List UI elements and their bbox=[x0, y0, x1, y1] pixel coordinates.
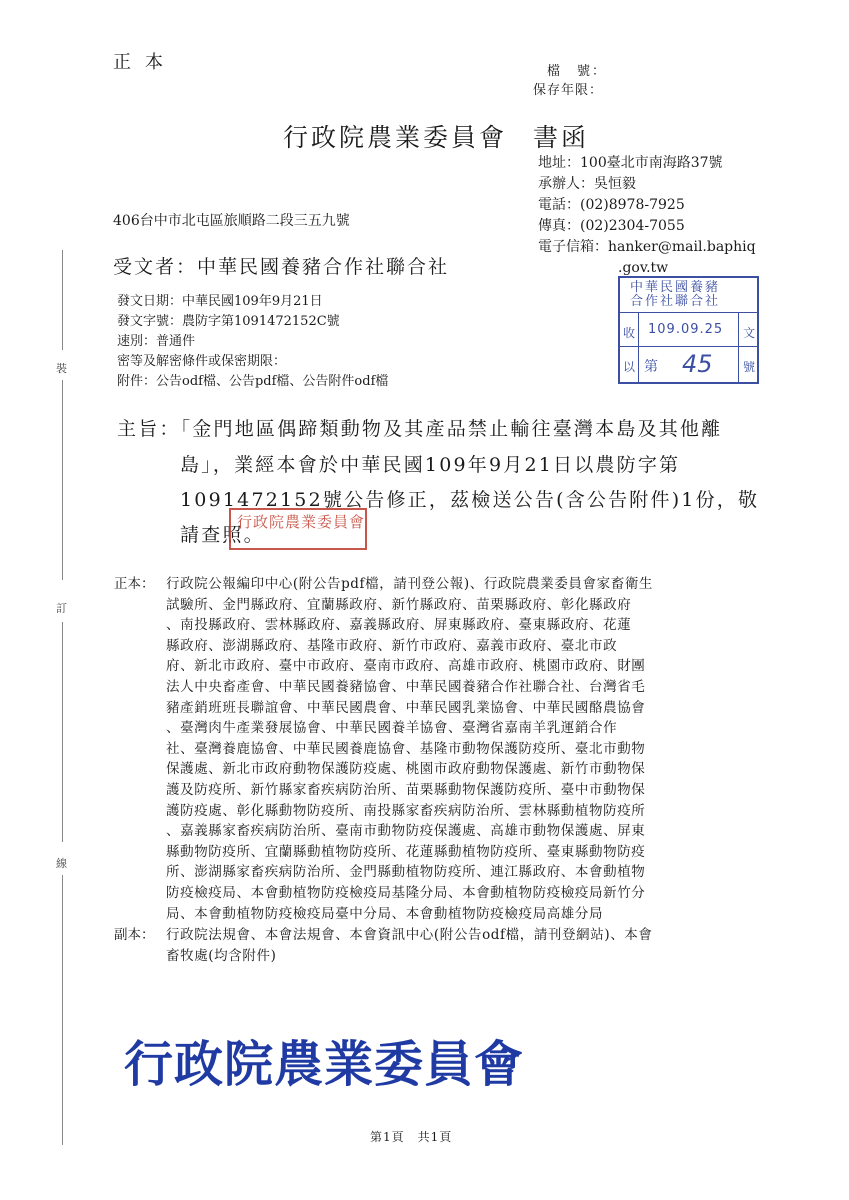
agency-stamp: 行政院農業委員會 bbox=[124, 1036, 525, 1093]
primary-recipients-line: 縣政府、澎湖縣政府、基隆市政府、新竹市政府、嘉義市政府、臺北市政 bbox=[166, 637, 618, 654]
issue-date: 發文日期：中華民國109年9月21日 bbox=[117, 294, 323, 309]
primary-recipients-line: 豬產銷班班長聯誼會、中華民國農會、中華民國乳業協會、中華民國酪農協會 bbox=[166, 699, 646, 716]
primary-recipients-line: 、臺灣肉牛產業發展協會、中華民國養羊協會、臺灣省嘉南羊乳運銷合作 bbox=[166, 720, 618, 737]
sender-address: 地址：100臺北市南海路37號 bbox=[538, 155, 723, 171]
page-number: 第1頁 共1頁 bbox=[370, 1130, 453, 1144]
primary-recipients-line: 試驗所、金門縣政府、宜蘭縣政府、新竹縣政府、苗栗縣政府、彰化縣政府 bbox=[166, 596, 632, 613]
primary-recipients-line: 縣動物防疫所、宜蘭縣動植物防疫所、花蓮縣動植物防疫所、臺東縣動物防疫 bbox=[166, 843, 646, 860]
primary-recipients-label: 正本： bbox=[114, 576, 155, 592]
retention-label: 保存年限： bbox=[533, 83, 604, 98]
subject-line-1: 主旨：「金門地區偶蹄類動物及其產品禁止輸往臺灣本島及其他離 bbox=[117, 418, 723, 440]
sender-phone: 電話：(02)8978-7925 bbox=[538, 197, 685, 213]
recipient-address: 406台中市北屯區旅順路二段三五九號 bbox=[113, 213, 350, 229]
official-seal bbox=[229, 508, 367, 550]
receipt-stamp-date: 109.09.25 bbox=[648, 322, 724, 337]
sender-fax: 傳真：(02)2304-7055 bbox=[538, 218, 685, 234]
primary-recipients-line: 法人中央畜產會、中華民國養豬協會、中華民國養豬合作社聯合社、台灣省毛 bbox=[166, 679, 646, 695]
copy-recipients-label: 副本： bbox=[114, 927, 155, 943]
receipt-stamp-number: 45 bbox=[682, 350, 713, 378]
subject-line-4: 請查照。 bbox=[180, 524, 265, 546]
primary-recipients-line: 防疫檢疫局、本會動植物防疫檢疫局基隆分局、本會動植物防疫檢疫局新竹分 bbox=[166, 885, 646, 901]
receipt-stamp-prefix: 第 bbox=[644, 359, 658, 375]
receipt-stamp-org: 中華民國養豬 合作社聯合社 bbox=[630, 280, 721, 309]
copy-recipients-line: 畜牧處(均含附件) bbox=[166, 947, 277, 964]
receipt-stamp-right-char: 號 bbox=[742, 360, 755, 374]
primary-recipients-line: 、南投縣政府、雲林縣政府、嘉義縣政府、屏東縣政府、臺東縣政府、花蓮 bbox=[166, 617, 632, 634]
receipt-stamp-right-char: 文 bbox=[742, 326, 755, 340]
receipt-stamp-left-char: 以 bbox=[623, 360, 636, 374]
primary-recipients-line: 社、臺灣養鹿協會、中華民國養鹿協會、基隆市動物保護防疫所、臺北市動物 bbox=[166, 740, 646, 757]
sender-contact: 承辦人：吳恒毅 bbox=[538, 176, 636, 192]
subject-line-3: 1091472152號公告修正，茲檢送公告(含公告附件)1份，敬 bbox=[180, 489, 760, 511]
subject-line-2: 島」，業經本會於中華民國109年9月21日以農防字第 bbox=[180, 454, 681, 476]
primary-recipients-line: 所、澎湖縣家畜疾病防治所、金門縣動植物防疫所、連江縣政府、本會動植物 bbox=[166, 864, 646, 881]
primary-recipients-line: 府、新北市政府、臺中市政府、臺南市政府、高雄市政府、桃園市政府、財團 bbox=[166, 658, 646, 675]
file-number-label: 檔 號： bbox=[547, 64, 608, 79]
binding-mark-bottom: 線 bbox=[56, 857, 67, 870]
receipt-stamp-left-char: 收 bbox=[623, 326, 636, 340]
primary-recipients-line: 保護處、新北市政府動物保護防疫處、桃園市政府動物保護處、新竹市動物保 bbox=[166, 761, 646, 778]
primary-recipients-line: 、嘉義縣家畜疾病防治所、臺南市動物防疫保護處、高雄市動物保護處、屏東 bbox=[166, 823, 646, 840]
doc-type: 書函 bbox=[533, 123, 590, 152]
attachments: 附件：公告odf檔、公告pdf檔、公告附件odf檔 bbox=[117, 374, 389, 389]
security-level: 密等及解密條件或保密期限： bbox=[117, 354, 287, 369]
primary-recipients-line: 行政院公報編印中心(附公告pdf檔，請刊登公報)、行政院農業委員會家畜衛生 bbox=[166, 576, 654, 592]
binding-line bbox=[52, 250, 72, 1150]
copy-mark: 正本 bbox=[113, 52, 177, 73]
sender-email: 電子信箱：hanker@mail.baphiq bbox=[538, 239, 756, 255]
agency-name: 行政院農業委員會 bbox=[283, 123, 508, 152]
seal-text: 行政院農業委員會 bbox=[237, 513, 366, 531]
binding-mark-middle: 訂 bbox=[56, 602, 67, 615]
primary-recipients-line: 局、本會動植物防疫檢疫局臺中分局、本會動植物防疫檢疫局高雄分局 bbox=[166, 905, 604, 922]
receipt-stamp bbox=[618, 276, 759, 384]
recipient-name: 受文者：中華民國養豬合作社聯合社 bbox=[113, 256, 450, 278]
binding-mark-top: 裝 bbox=[56, 362, 67, 375]
document-title bbox=[283, 118, 589, 154]
sender-email-cont: .gov.tw bbox=[618, 260, 669, 276]
delivery-speed: 速別：普通件 bbox=[117, 334, 196, 349]
primary-recipients-line: 護及防疫所、新竹縣家畜疾病防治所、苗栗縣動物保護防疫所、臺中市動物保 bbox=[166, 782, 646, 798]
copy-recipients-line: 行政院法規會、本會法規會、本會資訊中心(附公告odf檔，請刊登網站)、本會 bbox=[166, 927, 653, 943]
primary-recipients-line: 護防疫處、彰化縣動物防疫所、南投縣家畜疾病防治所、雲林縣動植物防疫所 bbox=[166, 802, 646, 819]
document-number: 發文字號：農防字第1091472152C號 bbox=[117, 314, 340, 329]
